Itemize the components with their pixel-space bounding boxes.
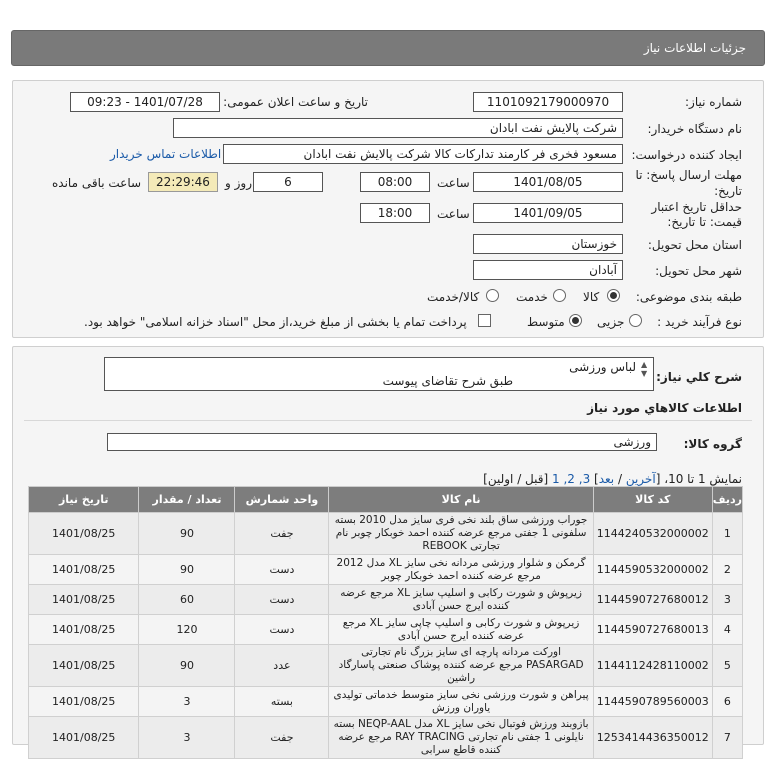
- description-label: شرح کلي نياز:: [656, 370, 742, 384]
- page-title: جزئیات اطلاعات نیاز: [643, 41, 746, 55]
- cell-quantity: 90: [139, 645, 235, 687]
- announce-field: 1401/07/28 - 09:23: [70, 92, 220, 112]
- cell-goods-name: زیرپوش و شورت رکابی و اسلیپ سایز XL مرجع عرضه کننده ایرج حسن آبادی: [329, 585, 593, 615]
- cell-unit: جفت: [235, 513, 329, 555]
- cell-goods-name: گرمکن و شلوار ورزشی مردانه نخی سایز XL مدل 2012 مرجع عرضه کننده احمد خوبکار چوبر: [329, 555, 593, 585]
- announce-label: تاریخ و ساعت اعلان عمومی:: [223, 95, 368, 109]
- creator-field: مسعود فخری فر کارمند تدارکات کالا شرکت پالایش نفت ابادان: [223, 144, 623, 164]
- goods-table: [28, 486, 743, 759]
- cell-row-number: 6: [712, 687, 742, 717]
- cell-row-number: 7: [712, 717, 742, 759]
- description-line-2: طبق شرح تقاضای پیوست: [382, 374, 513, 388]
- validity-label: حداقل تاریخ اعتبار: [651, 200, 742, 214]
- deadline-date-field: 1401/08/05: [473, 172, 623, 192]
- process-label: نوع فرآیند خرید :: [657, 315, 742, 329]
- deadline-label: مهلت ارسال پاسخ: تا: [635, 168, 742, 182]
- page-header: [11, 30, 765, 66]
- cell-unit: دست: [235, 615, 329, 645]
- scroll-arrows-icon[interactable]: ▲ ▼: [641, 360, 648, 378]
- city-label: شهر محل تحویل:: [655, 264, 742, 278]
- deadline-time-field: 08:00: [360, 172, 430, 192]
- cell-goods-code: 1144590727680013: [593, 615, 712, 645]
- days-remaining-field: 6: [253, 172, 323, 192]
- cell-need-date: 1401/08/25: [29, 555, 139, 585]
- cell-goods-code: 1144590532000002: [593, 555, 712, 585]
- cell-goods-code: 1144590727680012: [593, 585, 712, 615]
- creator-label: ایجاد کننده درخواست:: [631, 148, 742, 162]
- category-radio-goods-service[interactable]: [486, 289, 499, 302]
- table-row[interactable]: [29, 513, 743, 555]
- province-field: خوزستان: [473, 234, 623, 254]
- cell-unit: دست: [235, 585, 329, 615]
- description-field: [104, 357, 654, 391]
- pagination-showing: نمایش 1 تا 10،: [664, 472, 742, 486]
- category-label: طبقه بندی موضوعی:: [635, 290, 742, 304]
- cell-need-date: 1401/08/25: [29, 513, 139, 555]
- table-row[interactable]: [29, 687, 743, 717]
- cell-goods-code: 1144590789560003: [593, 687, 712, 717]
- deadline-label-date: تاریخ:: [714, 184, 742, 198]
- table-row[interactable]: [29, 555, 743, 585]
- cell-row-number: 2: [712, 555, 742, 585]
- pagination-next-link[interactable]: بعد: [598, 472, 615, 486]
- cell-row-number: 5: [712, 645, 742, 687]
- cell-goods-name: جوراب ورزشی ساق بلند نخی فری سایز مدل 2010 بسته سلفونی 1 جفتی مرجع عرضه کننده احمد خوبکار چوبر نام تجارتی REBOOK: [329, 513, 593, 555]
- section-divider: [24, 420, 752, 421]
- goods-group-field: ورزشی: [107, 433, 657, 451]
- cell-unit: جفت: [235, 717, 329, 759]
- cell-need-date: 1401/08/25: [29, 687, 139, 717]
- need-number-label: شماره نیاز:: [685, 95, 742, 109]
- cell-quantity: 60: [139, 585, 235, 615]
- table-row[interactable]: [29, 585, 743, 615]
- pagination-pages[interactable]: 3, 2, 1: [552, 472, 591, 486]
- remaining-label: ساعت باقی مانده: [52, 176, 142, 190]
- cell-quantity: 3: [139, 717, 235, 759]
- process-radio-medium[interactable]: [569, 314, 582, 327]
- cell-need-date: 1401/08/25: [29, 717, 139, 759]
- header-row-number: ردیف: [712, 487, 742, 513]
- table-row[interactable]: [29, 615, 743, 645]
- process-option-medium: متوسط: [527, 315, 565, 329]
- cell-need-date: 1401/08/25: [29, 615, 139, 645]
- cell-need-date: 1401/08/25: [29, 645, 139, 687]
- cell-unit: عدد: [235, 645, 329, 687]
- header-goods-name: نام کالا: [329, 487, 593, 513]
- table-header-row: [29, 487, 743, 513]
- buyer-field: شرکت پالایش نفت ابادان: [173, 118, 623, 138]
- table-row[interactable]: [29, 717, 743, 759]
- header-need-date: تاریخ نیاز: [29, 487, 139, 513]
- cell-quantity: 120: [139, 615, 235, 645]
- cell-goods-code: 1253414436350012: [593, 717, 712, 759]
- process-option-minor: جزیی: [597, 315, 625, 329]
- header-goods-code: کد کالا: [593, 487, 712, 513]
- cell-goods-name: اورکت مردانه پارچه ای سایز بزرگ نام تجارتی PASARGAD مرجع عرضه کننده پوشاک صنعتی پاسارگاد راشین: [329, 645, 593, 687]
- cell-quantity: 90: [139, 555, 235, 585]
- pagination-prev-first: [قبل / اولین]: [483, 472, 549, 486]
- pagination-last-link[interactable]: آخرین: [625, 472, 656, 486]
- cell-quantity: 3: [139, 687, 235, 717]
- buyer-contact-link[interactable]: اطلاعات تماس خریدار: [110, 147, 222, 161]
- pagination: نمایش 1 تا 10، [آخرین / بعد] 3, 2, 1 [قبل / اولین]: [483, 472, 742, 486]
- header-unit: واحد شمارش: [235, 487, 329, 513]
- treasury-payment-checkbox[interactable]: [478, 314, 491, 327]
- description-line-1: لباس ورزشی: [569, 360, 636, 374]
- process-radio-minor[interactable]: [629, 314, 642, 327]
- table-row[interactable]: [29, 645, 743, 687]
- cell-need-date: 1401/08/25: [29, 585, 139, 615]
- cell-goods-code: 1144240532000002: [593, 513, 712, 555]
- cell-row-number: 3: [712, 585, 742, 615]
- buyer-label: نام دستگاه خریدار:: [647, 122, 742, 136]
- need-number-field: 1101092179000970: [473, 92, 623, 112]
- validity-time-label: ساعت: [437, 207, 470, 221]
- cell-row-number: 4: [712, 615, 742, 645]
- header-quantity: تعداد / مقدار: [139, 487, 235, 513]
- remaining-time-field: 22:29:46: [148, 172, 218, 192]
- category-option-goods: کالا: [583, 290, 600, 304]
- validity-date-field: 1401/09/05: [473, 203, 623, 223]
- cell-goods-code: 1144112428110002: [593, 645, 712, 687]
- days-label: روز و: [225, 176, 252, 190]
- cell-unit: دست: [235, 555, 329, 585]
- goods-group-label: گروه کالا:: [683, 437, 742, 451]
- cell-quantity: 90: [139, 513, 235, 555]
- cell-goods-name: پیراهن و شورت ورزشی نخی سایز متوسط خدماتی تولیدی یاوران ورزش: [329, 687, 593, 717]
- cell-unit: بسته: [235, 687, 329, 717]
- category-radio-goods[interactable]: [607, 289, 620, 302]
- category-option-goods-service: کالا/خدمت: [427, 290, 480, 304]
- cell-goods-name: بازوبند ورزش فوتبال نخی سایز XL مدل NEQP-AAL بسته نایلونی 1 جفتی نام تجارتی RAY TRACING مرجع عرضه کننده قاطع سرابی: [329, 717, 593, 759]
- category-option-service: خدمت: [516, 290, 548, 304]
- city-field: آبادان: [473, 260, 623, 280]
- goods-section-title: اطلاعات کالاهاي مورد نياز: [587, 401, 742, 415]
- cell-goods-name: زیرپوش و شورت رکابی و اسلیپ چاپی سایز XL مرجع عرضه کننده ایرج حسن آبادی: [329, 615, 593, 645]
- province-label: استان محل تحویل:: [647, 238, 742, 252]
- cell-row-number: 1: [712, 513, 742, 555]
- validity-time-field: 18:00: [360, 203, 430, 223]
- deadline-time-label: ساعت: [437, 176, 470, 190]
- category-radio-service[interactable]: [553, 289, 566, 302]
- treasury-payment-note: پرداخت تمام یا بخشی از مبلغ خرید،از محل "اسناد خزانه اسلامی" خواهد بود.: [84, 315, 467, 329]
- validity-label-date: قیمت: تا تاریخ:: [667, 215, 742, 229]
